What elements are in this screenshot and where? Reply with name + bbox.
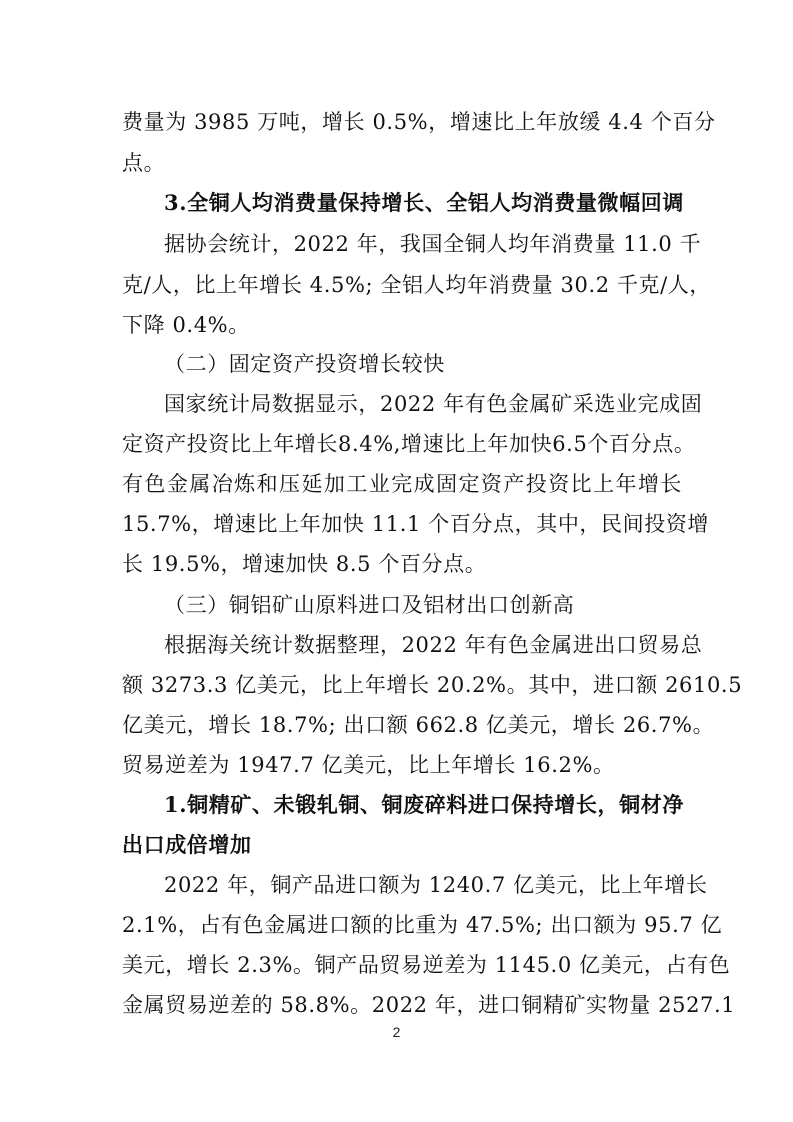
- paragraph-line: 美元，增长 2.3%。铜产品贸易逆差为 1145.0 亿美元，占有色: [122, 953, 731, 977]
- paragraph-line: 有色金属冶炼和压延加工业完成固定资产投资比上年增长: [122, 472, 682, 496]
- paragraph-line: 2022 年，铜产品进口额为 1240.7 亿美元，比上年增长: [164, 873, 708, 897]
- section-heading: 1.铜精矿、未锻轧铜、铜废碎料进口保持增长，铜材净: [164, 792, 684, 817]
- section-heading: 3.全铜人均消费量保持增长、全铝人均消费量微幅回调: [164, 190, 684, 215]
- paragraph-line: 长 19.5%，增速加快 8.5 个百分点。: [122, 552, 487, 576]
- paragraph-line: 克/人，比上年增长 4.5%; 全铝人均年消费量 30.2 千克/人，: [122, 273, 712, 297]
- paragraph-line: 根据海关统计数据整理，2022 年有色金属进出口贸易总: [164, 633, 703, 657]
- paragraph-line: 亿美元，增长 18.7%; 出口额 662.8 亿美元，增长 26.7%。: [122, 713, 715, 737]
- paragraph-line: 据协会统计，2022 年，我国全铜人均年消费量 11.0 千: [164, 232, 702, 256]
- paragraph-line: 下降 0.4%。: [122, 313, 250, 337]
- paragraph-line: 15.7%，增速比上年加快 11.1 个百分点，其中，民间投资增: [122, 512, 710, 536]
- paragraph-line: 贸易逆差为 1947.7 亿美元，比上年增长 16.2%。: [122, 753, 615, 777]
- section-heading: （二）固定资产投资增长较快: [164, 352, 445, 376]
- paragraph-line: 点。: [122, 151, 166, 175]
- paragraph-line: 定资产投资比上年增长8.4%,增速比上年加快6.5个百分点。: [122, 432, 696, 456]
- section-heading: （三）铜铝矿山原料进口及铝材出口创新高: [164, 593, 575, 617]
- paragraph-line: 2.1%，占有色金属进口额的比重为 47.5%; 出口额为 95.7 亿: [122, 913, 723, 937]
- paragraph-line: 金属贸易逆差的 58.8%。2022 年，进口铜精矿实物量 2527.1: [122, 993, 736, 1017]
- paragraph-line: 额 3273.3 亿美元，比上年增长 20.2%。其中，进口额 2610.5: [122, 673, 743, 697]
- paragraph-line: 费量为 3985 万吨，增长 0.5%，增速比上年放缓 4.4 个百分: [122, 110, 716, 134]
- page-number: 2: [392, 1024, 401, 1040]
- paragraph-line: 国家统计局数据显示，2022 年有色金属矿采选业完成固: [164, 392, 703, 416]
- section-heading: 出口成倍增加: [122, 832, 252, 857]
